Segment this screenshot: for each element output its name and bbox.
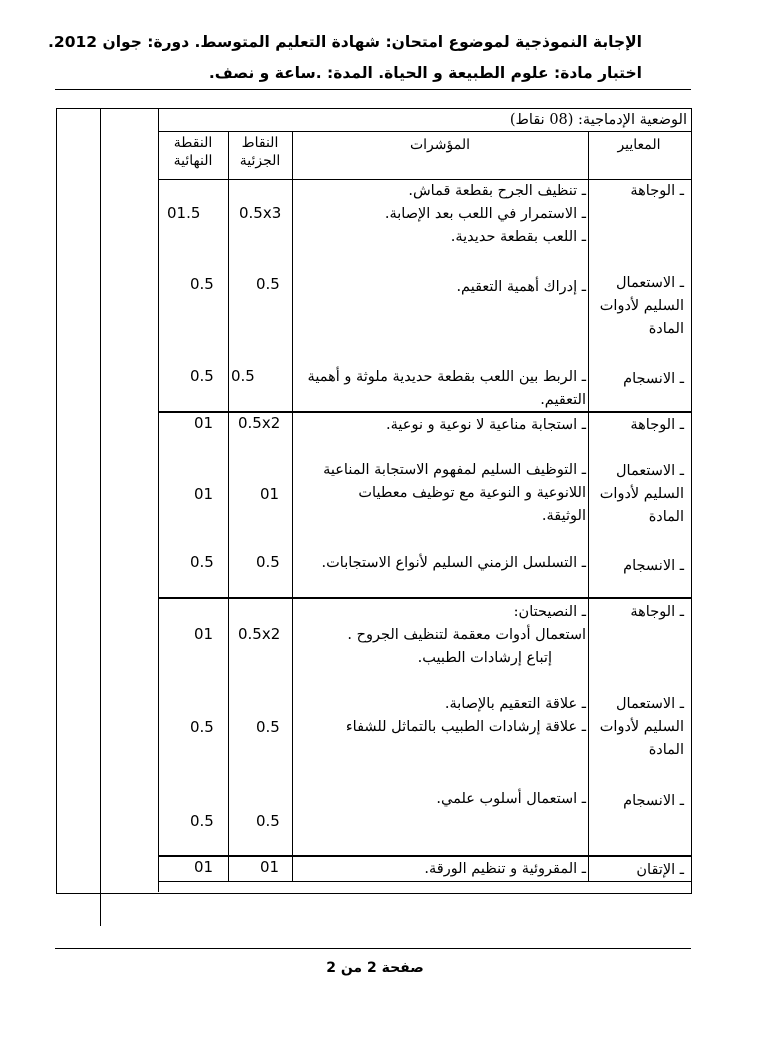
score-partial-c1: 0.5x2 <box>238 625 281 643</box>
score-final-a1: 01.5 <box>167 204 201 222</box>
score-partial-b3: 0.5 <box>256 553 280 571</box>
score-final-a3: 0.5 <box>190 367 214 385</box>
col-divider-final <box>228 131 229 881</box>
section-divider-2 <box>158 597 691 599</box>
indicator-d1: ـ المقروئية و تنظيم الورقة. <box>424 861 586 877</box>
header-final-line2: النهائية <box>173 153 213 169</box>
score-partial-b2: 01 <box>260 485 280 503</box>
header-divider <box>55 89 691 90</box>
criterion-coherence-3: ـ الانسجام <box>623 793 684 809</box>
col-divider-indicators <box>588 131 589 881</box>
header-partial <box>230 134 290 170</box>
indicator-b1: ـ استجابة مناعية لا نوعية و نوعية. <box>386 417 586 433</box>
score-final-d1: 01 <box>194 858 214 876</box>
header-partial-line2: الجزئية <box>239 153 281 169</box>
criterion-relevance-2: ـ الوجاهة <box>630 417 684 433</box>
exam-title-line: الإجابة النموذجية لموضوع امتحان: شهادة التعليم المتوسط. دورة: جوان 2012. <box>48 33 642 51</box>
indicator-b2: ـ التوظيف السليم لمفهوم الاستجابة المناعية اللانوعية و النوعية مع توظيف معطيات الوثيقة. <box>323 462 586 524</box>
margin-line-inner <box>158 108 159 892</box>
score-final-b2: 01 <box>194 485 214 503</box>
col-divider-partial <box>292 131 293 881</box>
header-criteria: المعايير <box>617 137 661 153</box>
criterion-coherence-1: ـ الانسجام <box>623 371 684 387</box>
indicator-c1: ـ النصيحتان: استعمال أدوات معقمة لتنظيف الجروح . إتباع إرشادات الطبيب. <box>347 604 586 666</box>
table-bottom-line <box>158 881 691 882</box>
score-final-c3: 0.5 <box>190 812 214 830</box>
criterion-relevance-1: ـ الوجاهة <box>630 183 684 199</box>
page-number: صفحة 2 من 2 <box>326 960 424 976</box>
exam-subject-line: اختبار مادة: علوم الطبيعة و الحياة. المدة: .ساعة و نصف. <box>208 64 642 82</box>
header-final-line1: النقطة <box>173 135 213 151</box>
score-partial-c3: 0.5 <box>256 812 280 830</box>
header-final <box>160 134 226 170</box>
criterion-usage-3: ـ الاستعمال السليم لأدوات المادة <box>599 696 684 758</box>
indicator-a2: ـ إدراك أهمية التعقيم. <box>456 279 586 295</box>
integration-title: الوضعية الإدماجية: (08 نقاط) <box>509 112 687 128</box>
header-partial-line1: النقاط <box>241 135 279 151</box>
footer-divider <box>55 948 691 949</box>
criterion-coherence-2: ـ الانسجام <box>623 558 684 574</box>
header-indicators: المؤشرات <box>409 137 470 153</box>
score-partial-a2: 0.5 <box>256 275 280 293</box>
section-divider-3 <box>158 855 691 857</box>
criterion-usage-2: ـ الاستعمال السليم لأدوات المادة <box>599 463 684 525</box>
indicator-c2: ـ علاقة التعقيم بالإصابة. ـ علاقة إرشادات الطبيب بالتماثل للشفاء <box>345 696 586 735</box>
score-final-a2: 0.5 <box>190 275 214 293</box>
score-final-c1: 01 <box>194 625 214 643</box>
score-final-c2: 0.5 <box>190 718 214 736</box>
criterion-relevance-3: ـ الوجاهة <box>630 604 684 620</box>
score-final-b3: 0.5 <box>190 553 214 571</box>
criterion-mastery: ـ الإتقان <box>636 862 684 878</box>
margin-line-outer <box>100 108 101 926</box>
score-partial-c2: 0.5 <box>256 718 280 736</box>
score-partial-b1: 0.5x2 <box>238 414 281 432</box>
score-partial-a3: 0.5 <box>231 367 255 385</box>
indicator-c3: ـ استعمال أسلوب علمي. <box>436 791 586 807</box>
score-partial-a1: 0.5x3 <box>239 204 282 222</box>
indicator-a1: ـ تنظيف الجرح بقطعة قماش. ـ الاستمرار في اللعب بعد الإصابة. ـ اللعب بقطعة حديدية. <box>384 183 586 245</box>
indicator-a3: ـ الربط بين اللعب بقطعة حديدية ملوثة و أهمية التعقيم. <box>307 369 586 408</box>
score-partial-d1: 01 <box>260 858 280 876</box>
criterion-usage-1: ـ الاستعمال السليم لأدوات المادة <box>599 275 684 337</box>
score-final-b1: 01 <box>194 414 214 432</box>
indicator-b3: ـ التسلسل الزمني السليم لأنواع الاستجابات. <box>321 555 586 571</box>
